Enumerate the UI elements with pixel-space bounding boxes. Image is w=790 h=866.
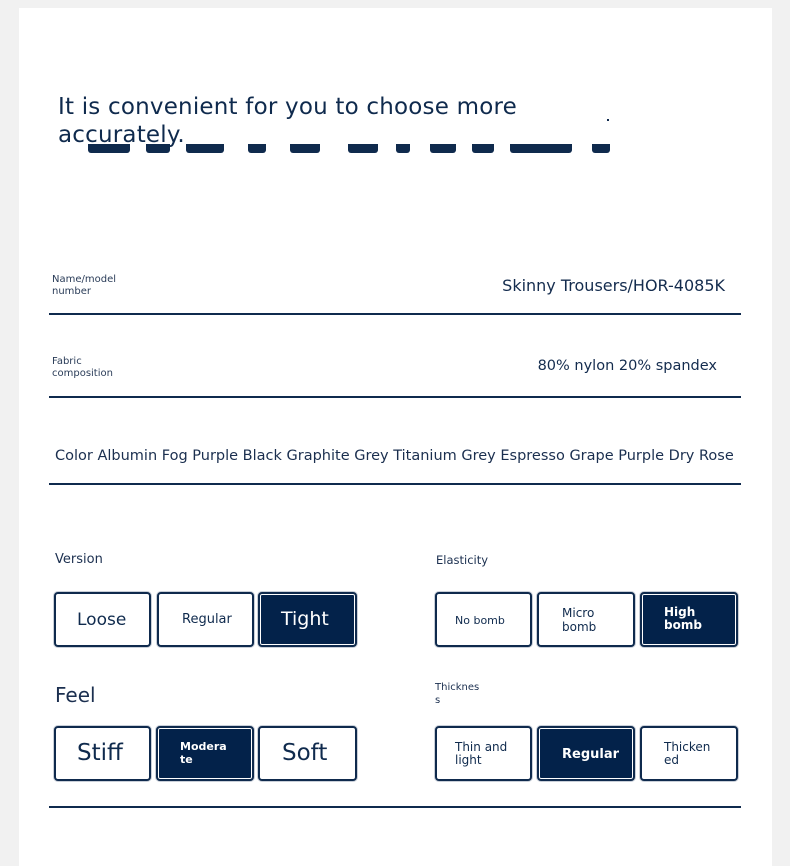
- field-label-fabric: Fabric composition: [52, 356, 113, 379]
- option-label: Soft: [282, 740, 328, 766]
- feel-option-stiff[interactable]: [54, 726, 151, 781]
- divider: [49, 313, 741, 315]
- color-list: Color Albumin Fog Purple Black Graphite Grey Titanium Grey Espresso Grape Purple Dry Rose: [55, 448, 734, 464]
- option-label: Thin and light: [455, 740, 508, 767]
- elasticity-option-high-bomb[interactable]: [640, 592, 738, 647]
- thickness-option-regular[interactable]: [537, 726, 635, 781]
- elasticity-option-no-bomb[interactable]: [435, 592, 532, 647]
- option-label: Micro bomb: [562, 606, 597, 634]
- version-option-regular[interactable]: [157, 592, 254, 647]
- field-label-name-model: Name/model number: [52, 274, 117, 297]
- decorative-dot: [607, 119, 609, 121]
- field-value-fabric: 80% nylon 20% spandex: [537, 358, 717, 374]
- option-label: No bomb: [455, 614, 505, 627]
- option-label: Loose: [77, 610, 127, 630]
- feel-option-moderate[interactable]: [156, 726, 254, 781]
- version-option-tight[interactable]: [258, 592, 357, 647]
- option-label: High bomb: [664, 605, 702, 632]
- feel-label: Feel: [55, 683, 96, 707]
- version-label: Version: [55, 552, 103, 567]
- thickness-label: Thickness: [435, 682, 480, 706]
- option-label: Regular: [562, 747, 620, 762]
- option-label: Stiff: [77, 740, 123, 766]
- option-label: Tight: [281, 608, 329, 630]
- divider: [49, 483, 741, 485]
- divider: [49, 806, 741, 808]
- option-label: Regular: [182, 612, 232, 627]
- option-label: Thickened: [664, 740, 711, 767]
- field-value-name-model: Skinny Trousers/HOR-4085K: [502, 276, 725, 295]
- headline: It is convenient for you to choose more accurately.: [58, 94, 517, 148]
- version-option-loose[interactable]: [54, 592, 151, 647]
- clipped-banner-graphic: [58, 144, 618, 158]
- feel-option-soft[interactable]: [258, 726, 357, 781]
- thickness-option-thickened[interactable]: [640, 726, 738, 781]
- thickness-option-thin-and-light[interactable]: [435, 726, 532, 781]
- divider: [49, 396, 741, 398]
- elasticity-label: Elasticity: [436, 553, 489, 567]
- option-label: Moderate: [180, 740, 227, 766]
- elasticity-option-micro-bomb[interactable]: [537, 592, 635, 647]
- product-spec-sheet: [19, 8, 772, 866]
